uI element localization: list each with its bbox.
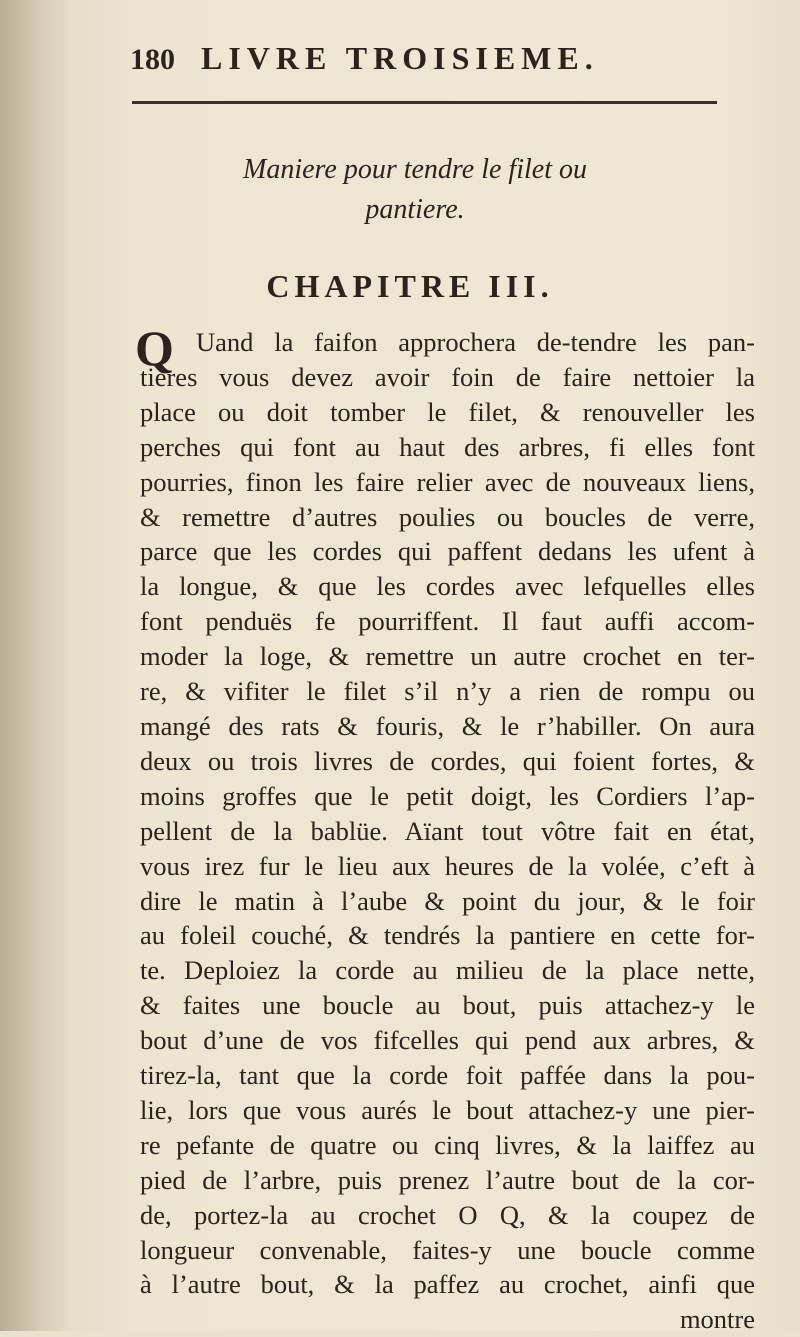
body-line: pied de l’arbre, puis prenez l’autre bout de la cor- xyxy=(140,1164,755,1195)
body-line: moins groffes que le petit doigt, les Cordiers l’ap- xyxy=(140,780,755,811)
header-rule xyxy=(132,101,717,104)
body-line: tirez-la, tant que la corde foit paffée dans la pou- xyxy=(140,1060,755,1091)
section-title-line-2: pantiere. xyxy=(365,194,465,225)
drop-cap: Q xyxy=(135,320,174,376)
body-line: moder la loge, & remettre un autre crochet en ter- xyxy=(140,641,755,672)
body-line: pourries, finon les faire relier avec de nouveaux liens, xyxy=(140,466,755,497)
body-line: font penduës fe pourriffent. Il faut auffi accom- xyxy=(140,606,755,637)
body-line: pellent de la bablüe. Aïant tout vôtre fait en état, xyxy=(140,815,755,846)
body-line: mangé des rats & fouris, & le r’habiller. On aura xyxy=(140,710,755,741)
running-title: LIVRE TROISIEME. xyxy=(201,40,599,76)
page-gutter xyxy=(0,0,70,1331)
section-title xyxy=(135,150,695,230)
running-head xyxy=(130,40,730,77)
body-line: de, portez-la au crochet O Q, & la coupez de xyxy=(140,1199,755,1230)
body-line: longueur convenable, faites-y une boucle comme xyxy=(140,1234,755,1265)
body-line: re, & vifiter le filet s’il n’y a rien de rompu ou xyxy=(140,676,755,707)
body-line: tieres vous devez avoir foin de faire nettoier la xyxy=(140,361,755,392)
body-line: montre xyxy=(679,1304,755,1335)
body-line: vous irez fur le lieu aux heures de la volée, c’eft à xyxy=(140,850,755,881)
body-line: place ou doit tomber le filet, & renouveller les xyxy=(140,396,755,427)
body-line: dire le matin à l’aube & point du jour, & le foir xyxy=(140,885,755,916)
body-line: à l’autre bout, & la paffez au crochet, ainfi que xyxy=(140,1269,755,1300)
body-text xyxy=(140,325,755,1337)
body-line: & remettre d’autres poulies ou boucles de verre, xyxy=(140,501,755,532)
body-line: lie, lors que vous aurés le bout attachez-y une pier- xyxy=(140,1094,755,1125)
body-line: re pefante de quatre ou cinq livres, & la laiffez au xyxy=(140,1129,755,1160)
body-line: parce que les cordes qui paffent dedans les ufent à xyxy=(140,536,755,567)
body-line: deux ou trois livres de cordes, qui foient fortes, & xyxy=(140,745,755,776)
body-line: Uand la faifon approchera de-tendre les pan- xyxy=(196,327,755,357)
body-line: bout d’une de vos fifcelles qui pend aux arbres, & xyxy=(140,1025,755,1056)
body-line: te. Deploiez la corde au milieu de la place nette, xyxy=(140,955,755,986)
body-line: perches qui font au haut des arbres, fi elles font xyxy=(140,431,755,462)
body-line: & faites une boucle au bout, puis attachez-y le xyxy=(140,990,755,1021)
chapter-title: CHAPITRE III. xyxy=(266,268,554,304)
section-title-line-1: Maniere pour tendre le filet ou xyxy=(243,154,587,185)
page-number: 180 xyxy=(130,43,175,76)
body-line: la longue, & que les cordes avec lefquelles elles xyxy=(140,571,755,602)
body-line: au foleil couché, & tendrés la pantiere en cette for- xyxy=(140,920,755,951)
